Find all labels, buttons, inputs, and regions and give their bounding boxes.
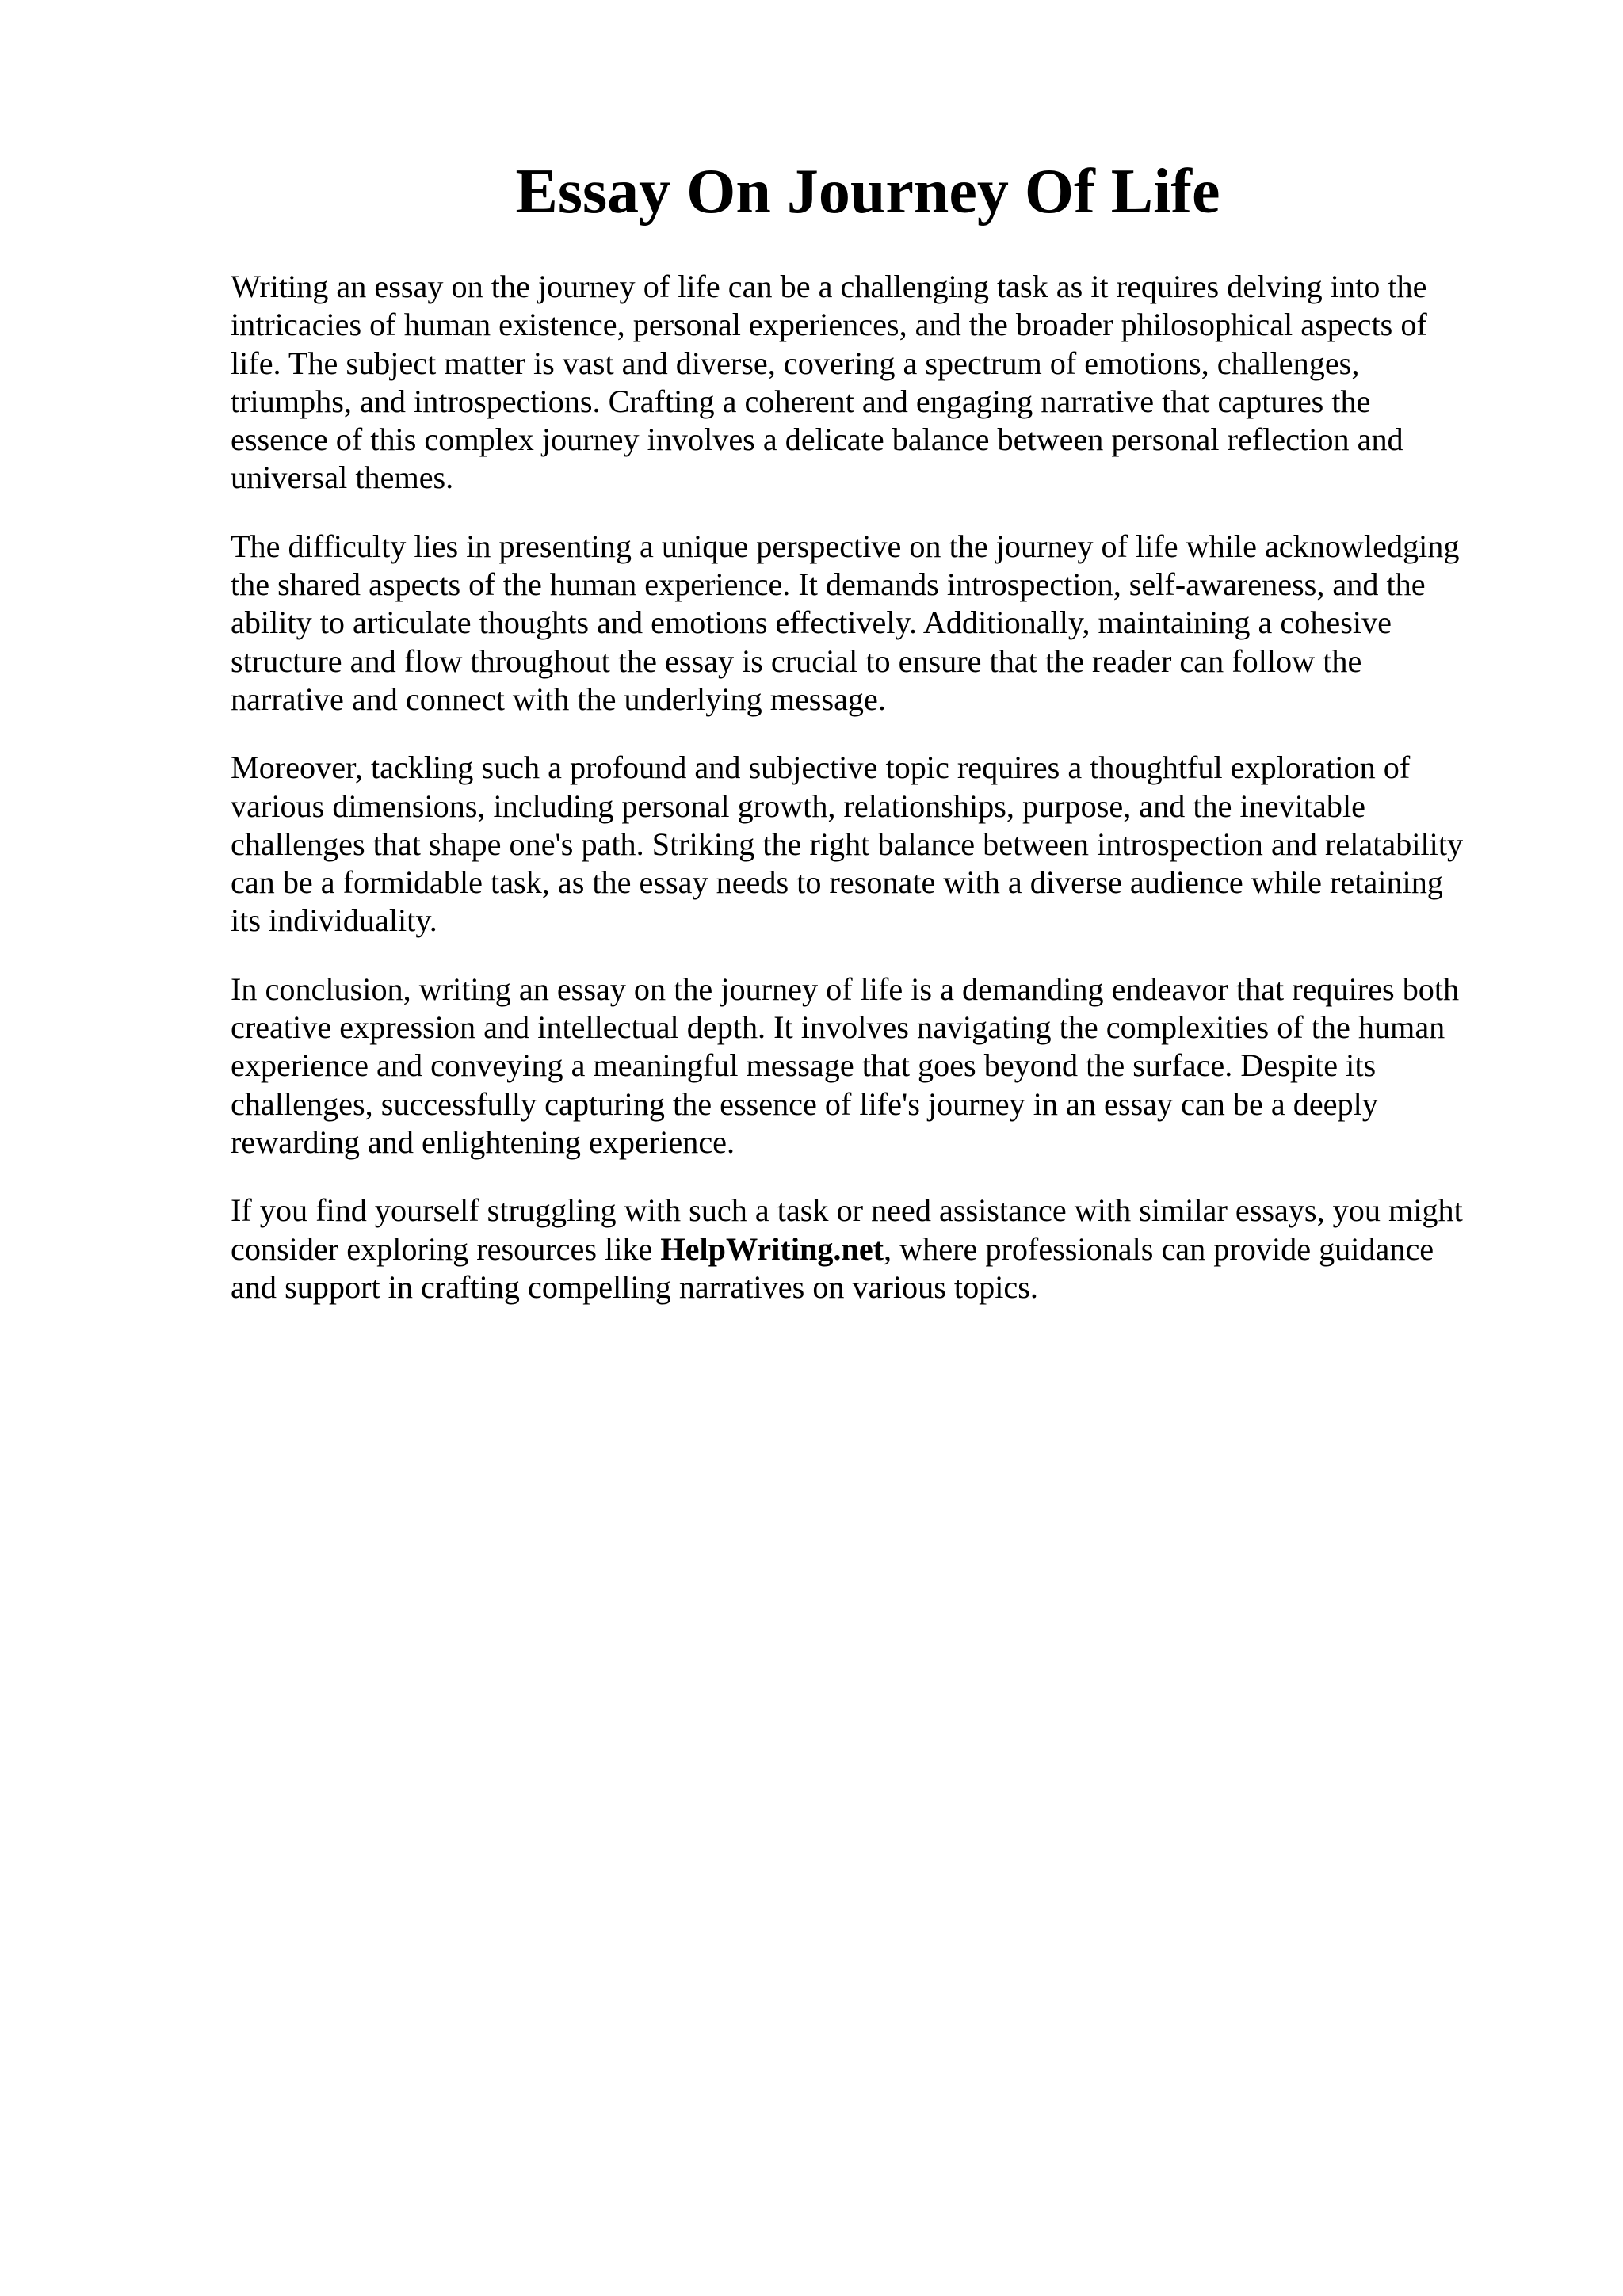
paragraph-line: various dimensions, including personal growth, relationships, purpose, and the inevitable: [231, 788, 1365, 824]
paragraph-line: ability to articulate thoughts and emotions effectively. Additionally, maintaining a cohesive: [231, 605, 1392, 641]
paragraph-line: life. The subject matter is vast and diverse, covering a spectrum of emotions, challenges,: [231, 345, 1360, 381]
paragraph-line: creative expression and intellectual depth. It involves navigating the complexities of the human: [231, 1009, 1445, 1046]
paragraph-line: intricacies of human existence, personal experiences, and the broader philosophical aspects of: [231, 307, 1427, 343]
page-title: Essay On Journey Of Life: [515, 157, 1220, 227]
paragraph-text: , where professionals can provide guidance: [884, 1230, 1434, 1267]
paragraph-line: can be a formidable task, as the essay needs to resonate with a diverse audience while retaining: [231, 864, 1443, 901]
paragraph-line: experience and conveying a meaningful message that goes beyond the surface. Despite its: [231, 1047, 1377, 1084]
paragraph-line: essence of this complex journey involves a delicate balance between personal reflection and: [231, 421, 1403, 458]
paragraph-line: If you find yourself struggling with such a task or need assistance with similar essays, you might: [231, 1192, 1463, 1229]
paragraph-3: [231, 749, 1514, 940]
paragraph-line: [231, 1230, 1514, 1268]
paragraph-line: narrative and connect with the underlying message.: [231, 681, 886, 717]
paragraph-line: Moreover, tackling such a profound and subjective topic requires a thoughtful exploration of: [231, 749, 1411, 786]
paragraph-line: the shared aspects of the human experience. It demands introspection, self-awareness, and the: [231, 566, 1426, 603]
paragraph-line: challenges, successfully capturing the essence of life's journey in an essay can be a deeply: [231, 1085, 1378, 1122]
paragraph-4: [231, 971, 1514, 1161]
paragraph-line: universal themes.: [231, 460, 454, 496]
paragraph-line: Writing an essay on the journey of life can be a challenging task as it requires delving into the: [231, 269, 1427, 304]
paragraph-text: consider exploring resources like: [231, 1230, 661, 1267]
essay-body: [231, 268, 1514, 1337]
paragraph-2: [231, 528, 1514, 719]
paragraph-line: its individuality.: [231, 902, 437, 939]
helpwriting-link[interactable]: HelpWriting.net: [660, 1230, 884, 1267]
paragraph-line: The difficulty lies in presenting a unique perspective on the journey of life while acknowledging: [231, 528, 1460, 564]
paragraph-line: and support in crafting compelling narratives on various topics.: [231, 1268, 1038, 1305]
paragraph-line: structure and flow throughout the essay is crucial to ensure that the reader can follow the: [231, 643, 1362, 679]
paragraph-1: [231, 268, 1514, 498]
paragraph-line: In conclusion, writing an essay on the journey of life is a demanding endeavor that requires both: [231, 971, 1460, 1007]
paragraph-5: [231, 1192, 1514, 1306]
paragraph-line: rewarding and enlightening experience.: [231, 1123, 735, 1160]
paragraph-line: challenges that shape one's path. Striking the right balance between introspection and relatability: [231, 826, 1464, 862]
paragraph-line: triumphs, and introspections. Crafting a coherent and engaging narrative that captures the: [231, 383, 1371, 419]
